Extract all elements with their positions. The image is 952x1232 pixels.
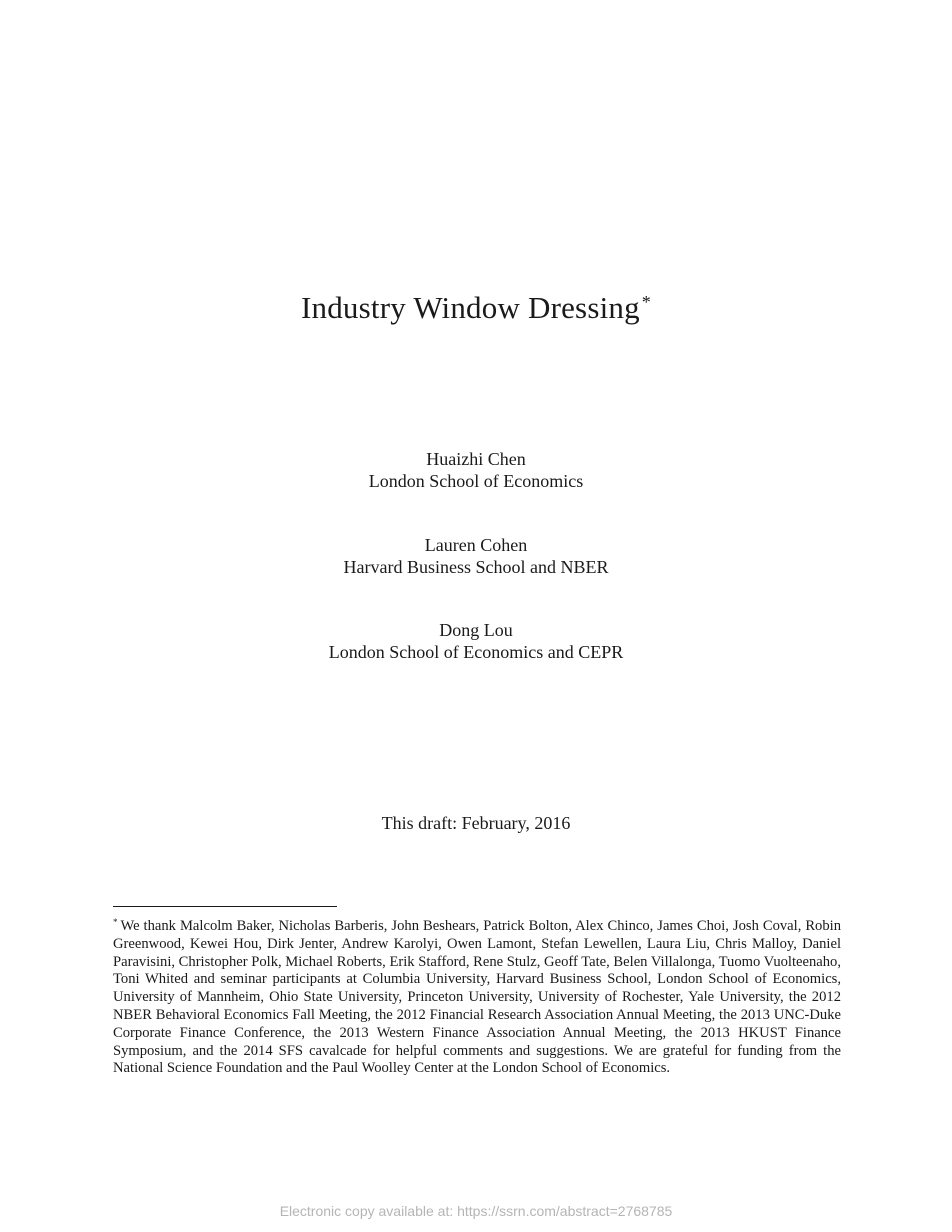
author-name: Dong Lou xyxy=(439,620,513,640)
footnote-divider xyxy=(113,906,337,907)
paper-title xyxy=(0,282,952,328)
draft-date: This draft: February, 2016 xyxy=(381,813,571,833)
acknowledgements-footnote xyxy=(113,914,841,1078)
footnote-text: We thank Malcolm Baker, Nicholas Barberis, John Beshears, Patrick Bolton, Alex Chinco, James Choi, Josh Coval, Robin Greenwood, Kewei Hou, Dirk Jenter, Andrew Karolyi, Owen Lamont, Stefan Lewellen, Laura Liu, Chris Malloy, Daniel Paravisini, Christopher Polk, Michael Roberts, Erik Stafford, Rene Stulz, Geoff Tate, Belen Villalonga, Tuomo Vuolteenaho, Toni Whited and seminar participants at Columbia University, Harvard Business School, London School of Economics, University of Mannheim, Ohio State University, Princeton University, University of Rochester, Yale University, the 2012 NBER Behavioral Economics Fall Meeting, the 2012 Financial Research Association Annual Meeting, the 2013 UNC-Duke Corporate Finance Conference, the 2013 Western Finance Association Annual Meeting, the 2013 HKUST Finance Symposium, and the 2014 SFS cavalcade for helpful comments and suggestions. We are grateful for funding from the National Science Foundation and the Paul Woolley Center at the London School of Economics. xyxy=(113,918,841,1077)
paper-title-text: Industry Window Dressing xyxy=(301,290,640,325)
author-affiliation: London School of Economics and CEPR xyxy=(328,642,624,662)
author-name: Huaizhi Chen xyxy=(426,449,526,469)
footnote-mark: * xyxy=(113,917,118,927)
author-block-1 xyxy=(0,448,952,492)
ssrn-footer-watermark: Electronic copy available at: https://ssrn.com/abstract=2768785 xyxy=(279,1203,673,1219)
title-footnote-mark: * xyxy=(641,292,651,312)
author-name: Lauren Cohen xyxy=(424,535,528,555)
author-affiliation: Harvard Business School and NBER xyxy=(343,557,609,577)
author-block-3 xyxy=(0,619,952,663)
author-affiliation: London School of Economics xyxy=(368,471,584,491)
author-block-2 xyxy=(0,534,952,578)
